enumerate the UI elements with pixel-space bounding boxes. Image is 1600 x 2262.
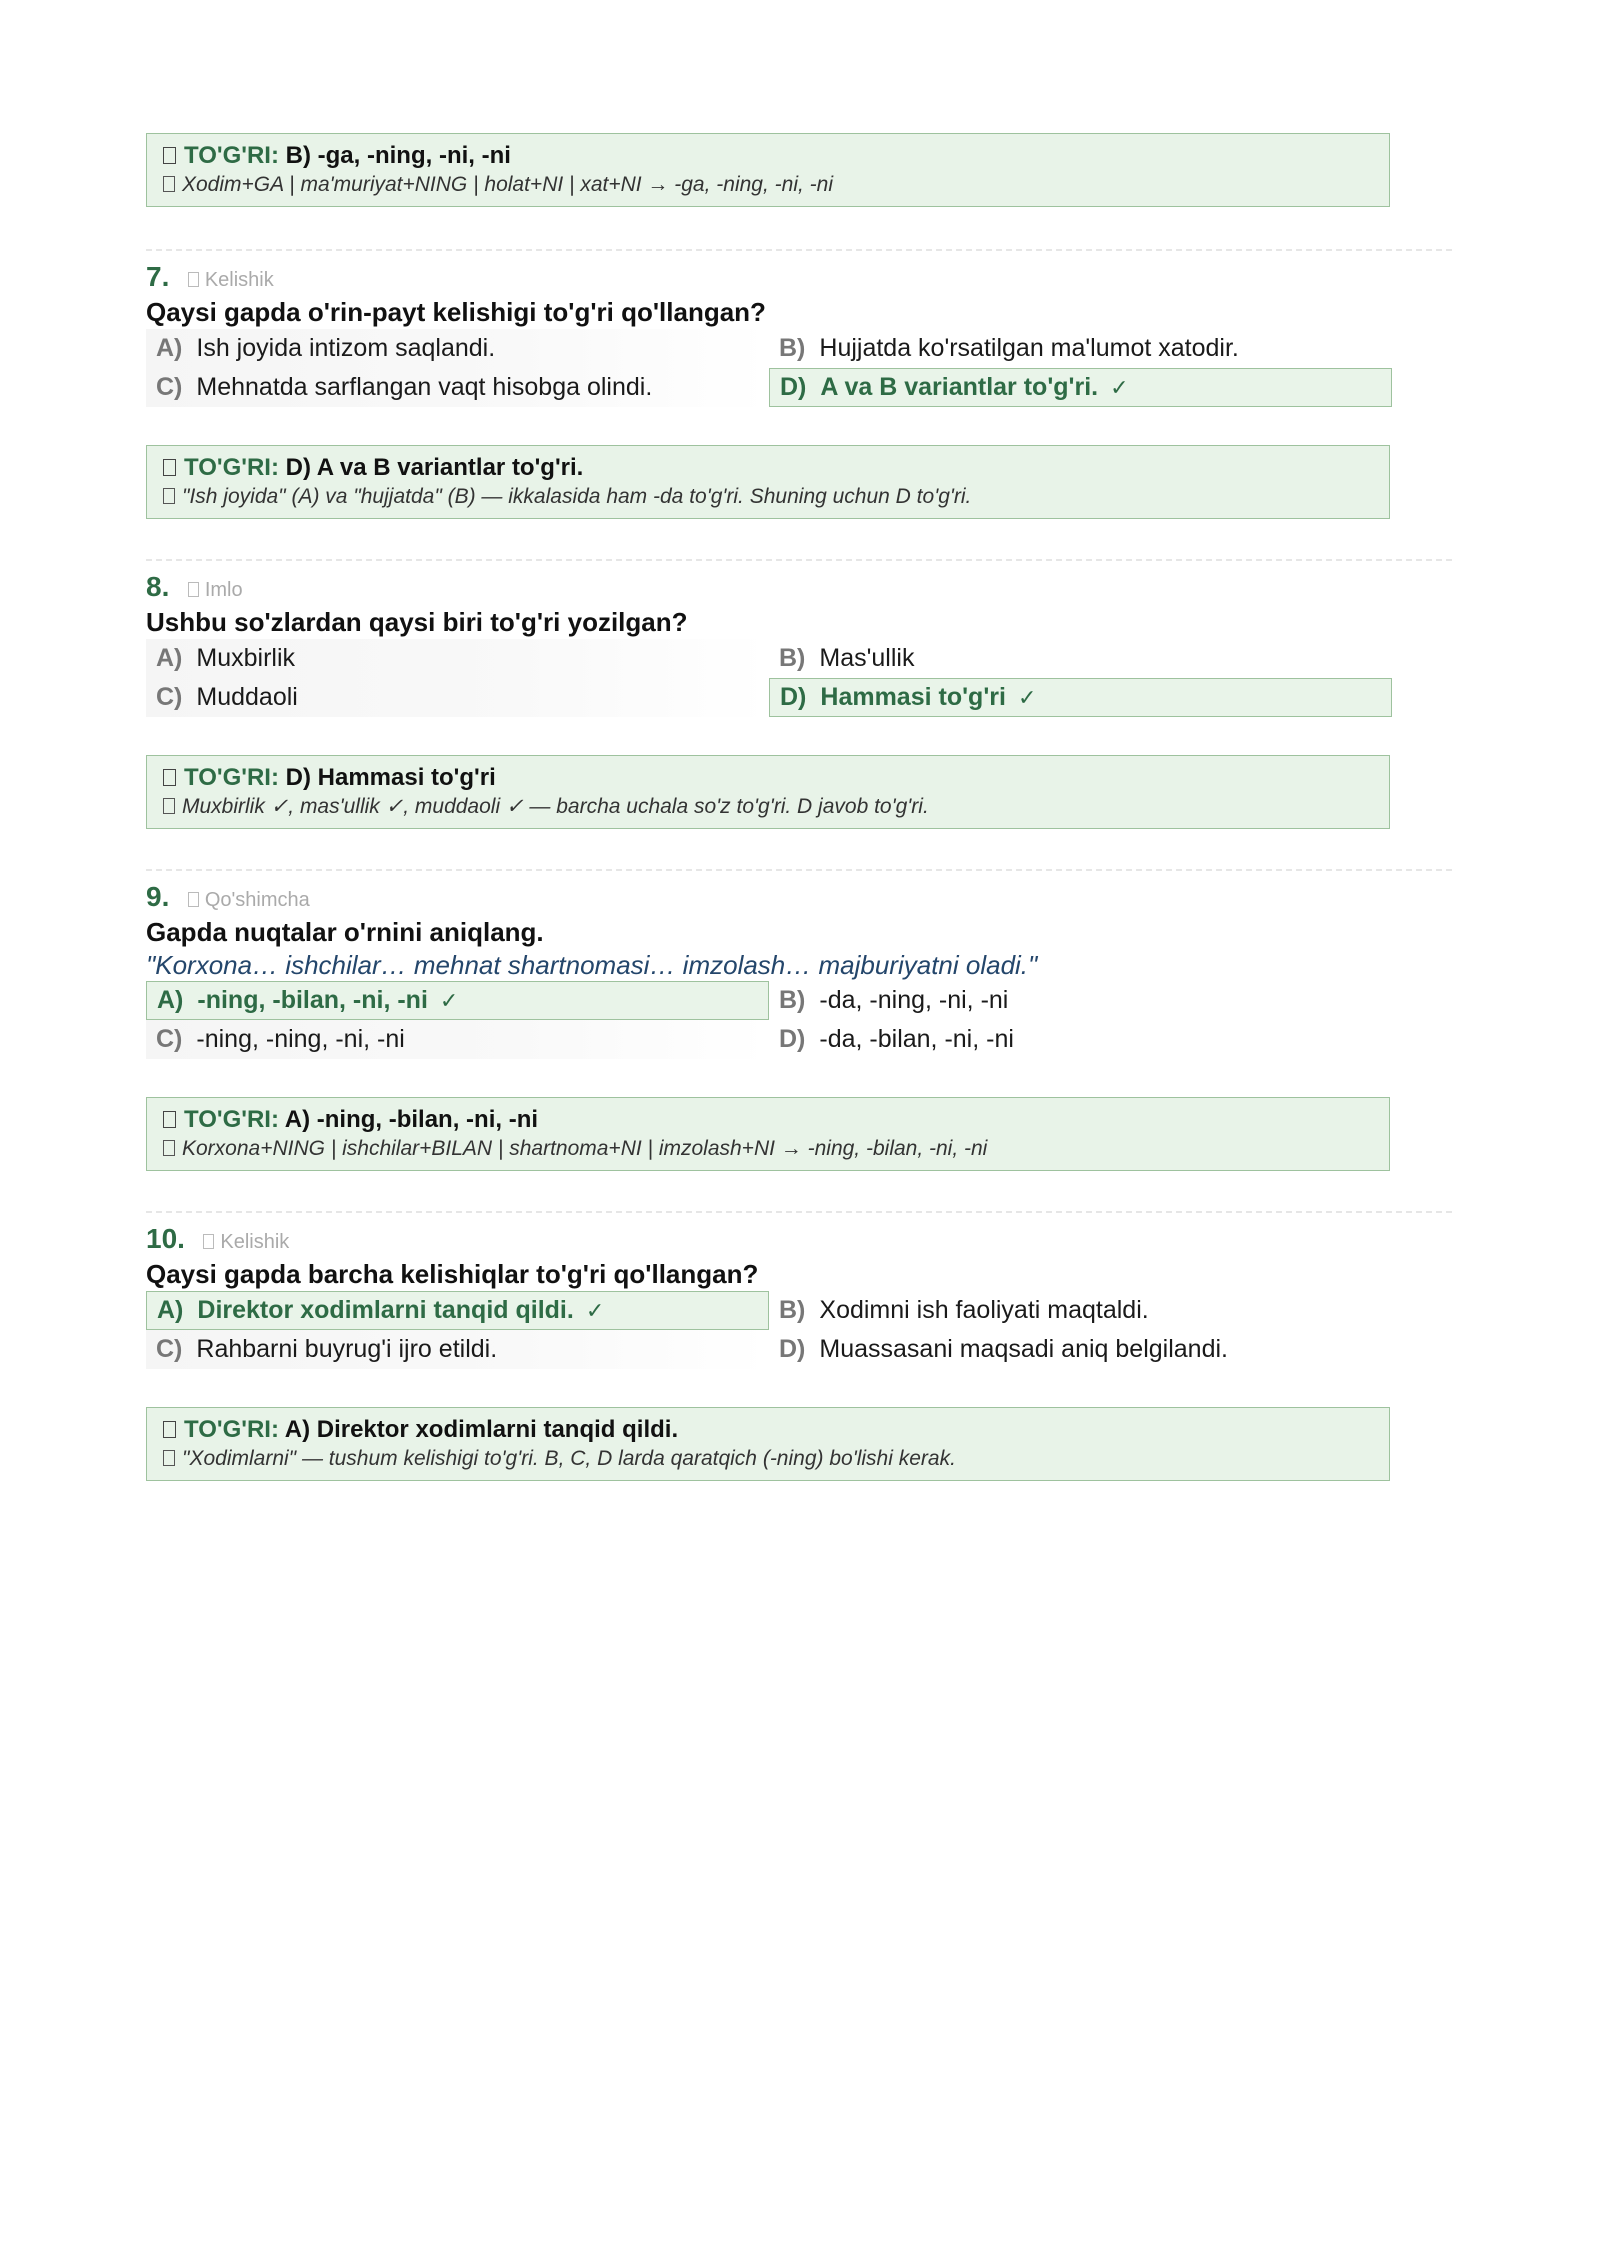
answer-label: TO'G'RI: [184, 764, 279, 791]
answer-label: TO'G'RI: [184, 1106, 279, 1133]
note-icon [163, 488, 175, 504]
question-7 [146, 259, 1452, 519]
checkbox-icon [163, 459, 176, 476]
answer-box-6 [146, 133, 1390, 207]
answer-label: TO'G'RI: [184, 142, 279, 169]
question-text: Gapda nuqtalar o'rnini aniqlang. [146, 917, 544, 947]
question-quote: "Korxona… ishchilar… mehnat shartnomasi… imzolash… majburiyatni oladi." [146, 950, 1038, 980]
answer-text: A) Direktor xodimlarni tanqid qildi. [284, 1416, 679, 1443]
answer-box-9 [146, 1097, 1390, 1171]
category-icon [188, 272, 199, 287]
option-a-correct[interactable]: A) -ning, -bilan, -ni, -ni ✓ [146, 981, 769, 1020]
checkbox-icon [163, 769, 176, 786]
option-c[interactable]: C) Mehnatda sarflangan vaqt hisobga olindi. [146, 368, 769, 407]
question-category: Kelishik [203, 1231, 289, 1253]
question-category: Qo'shimcha [188, 889, 310, 911]
check-icon: ✓ [1017, 684, 1037, 710]
question-number: 8. [146, 571, 170, 602]
option-c[interactable]: C) -ning, -ning, -ni, -ni [146, 1020, 769, 1059]
answer-explanation: "Ish joyida" (A) va "hujjatda" (B) — ikkalasida ham -da to'g'ri. Shuning uchun D to'g'ri. [182, 485, 972, 508]
checkbox-icon [163, 1111, 176, 1128]
answer-text: D) Hammasi to'g'ri [285, 764, 496, 791]
question-text: Qaysi gapda barcha kelishiqlar to'g'ri qo'llangan? [146, 1259, 759, 1289]
answer-text: B) -ga, -ning, -ni, -ni [285, 142, 511, 169]
checkbox-icon [163, 147, 176, 164]
option-b[interactable]: B) -da, -ning, -ni, -ni [769, 981, 1392, 1020]
options [146, 1291, 1392, 1369]
check-icon: ✓ [585, 1297, 605, 1323]
options [146, 329, 1392, 407]
answer-text: A) -ning, -bilan, -ni, -ni [284, 1106, 539, 1133]
note-icon [163, 1140, 175, 1156]
answer-box-8 [146, 755, 1390, 829]
note-icon [163, 176, 175, 192]
question-8 [146, 569, 1452, 829]
option-d-correct[interactable]: D) Hammasi to'g'ri ✓ [769, 678, 1392, 717]
question-text: Qaysi gapda o'rin-payt kelishigi to'g'ri qo'llangan? [146, 297, 766, 327]
option-d-correct[interactable]: D) A va B variantlar to'g'ri. ✓ [769, 368, 1392, 407]
note-icon [163, 1450, 175, 1466]
check-icon: ✓ [439, 987, 459, 1013]
note-icon [163, 798, 175, 814]
option-b[interactable]: B) Xodimni ish faoliyati maqtaldi. [769, 1291, 1392, 1330]
answer-explanation: Xodim+GA | ma'muriyat+NING | holat+NI | xat+NI → -ga, -ning, -ni, -ni [182, 173, 833, 196]
question-category: Imlo [188, 579, 243, 601]
option-a[interactable]: A) Ish joyida intizom saqlandi. [146, 329, 769, 368]
question-9 [146, 879, 1452, 1171]
checkbox-icon [163, 1421, 176, 1438]
options [146, 981, 1392, 1059]
answer-text: D) A va B variantlar to'g'ri. [285, 454, 584, 481]
answer-explanation: Korxona+NING | ishchilar+BILAN | shartnoma+NI | imzolash+NI → -ning, -bilan, -ni, -ni [182, 1137, 988, 1160]
question-text: Ushbu so'zlardan qaysi biri to'g'ri yozilgan? [146, 607, 688, 637]
category-icon [203, 1234, 214, 1249]
question-category: Kelishik [188, 269, 274, 291]
answer-explanation: "Xodimlarni" — tushum kelishigi to'g'ri. B, C, D larda qaratqich (-ning) bo'lishi kerak. [182, 1447, 956, 1470]
question-number: 9. [146, 881, 170, 912]
category-icon [188, 892, 199, 907]
option-d[interactable]: D) -da, -bilan, -ni, -ni [769, 1020, 1392, 1059]
answer-box-10 [146, 1407, 1390, 1481]
options [146, 639, 1392, 717]
option-b[interactable]: B) Mas'ullik [769, 639, 1392, 678]
quiz-page [146, 133, 1452, 1481]
option-c[interactable]: C) Rahbarni buyrug'i ijro etildi. [146, 1330, 769, 1369]
answer-label: TO'G'RI: [184, 454, 279, 481]
option-c[interactable]: C) Muddaoli [146, 678, 769, 717]
check-icon: ✓ [1110, 374, 1129, 400]
option-d[interactable]: D) Muassasani maqsadi aniq belgilandi. [769, 1330, 1392, 1369]
question-10 [146, 1221, 1452, 1481]
question-number: 7. [146, 261, 170, 292]
answer-explanation: Muxbirlik ✓, mas'ullik ✓, muddaoli ✓ — barcha uchala so'z to'g'ri. D javob to'g'ri. [182, 795, 929, 818]
answer-box-7 [146, 445, 1390, 519]
option-a-correct[interactable]: A) Direktor xodimlarni tanqid qildi. ✓ [146, 1291, 769, 1330]
option-b[interactable]: B) Hujjatda ko'rsatilgan ma'lumot xatodir. [769, 329, 1392, 368]
answer-label: TO'G'RI: [184, 1416, 279, 1443]
question-number: 10. [146, 1223, 185, 1254]
category-icon [188, 582, 199, 597]
option-a[interactable]: A) Muxbirlik [146, 639, 769, 678]
